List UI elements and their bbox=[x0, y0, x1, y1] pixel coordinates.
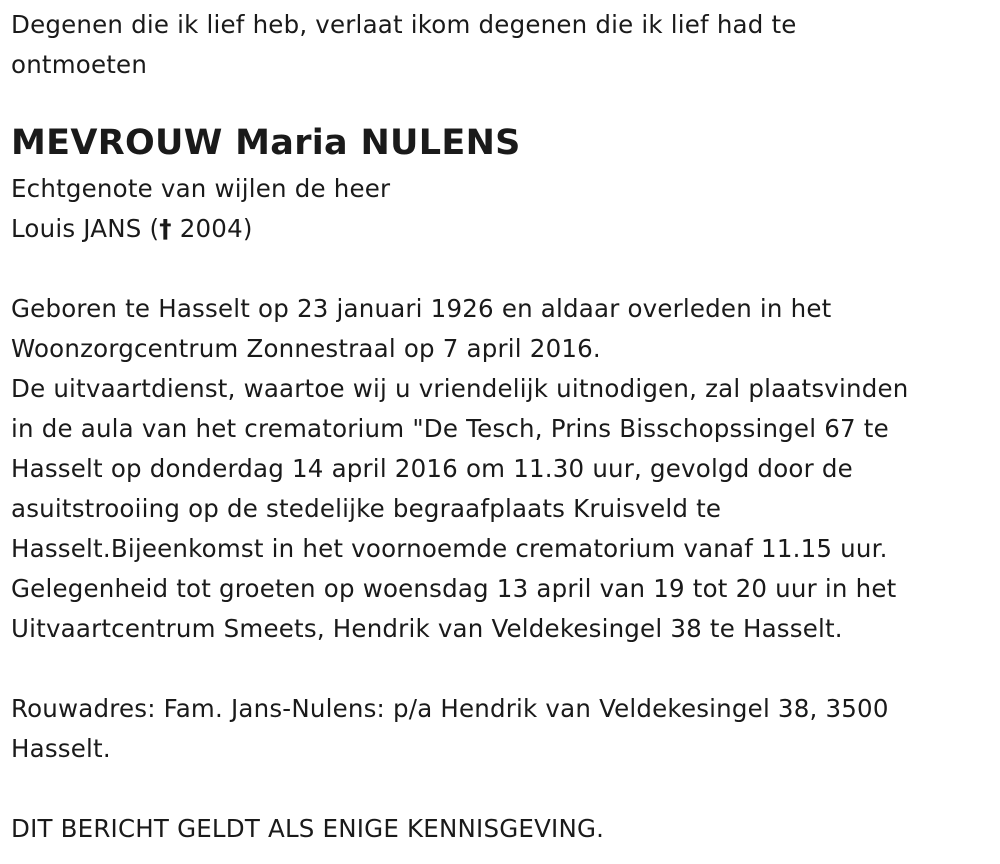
motto-quote bbox=[11, 5, 986, 85]
announcement-line: in de aula van het crematorium "De Tesch, Prins Bisschopssingel 67 te bbox=[11, 414, 889, 443]
motto-line-1: Degenen die ik lief heb, verlaat ikom degenen die ik lief had te bbox=[11, 10, 797, 39]
obituary-document bbox=[11, 0, 986, 849]
announcement-text bbox=[11, 289, 986, 649]
announcement-line: Woonzorgcentrum Zonnestraal op 7 april 2016. bbox=[11, 334, 601, 363]
announcement-line: asuitstrooiing op de stedelijke begraafplaats Kruisveld te bbox=[11, 494, 722, 523]
spouse-info bbox=[11, 169, 986, 249]
address-line-1: Rouwadres: Fam. Jans-Nulens: p/a Hendrik van Veldekesingel 38, 3500 bbox=[11, 694, 889, 723]
announcement-line: Hasselt.Bijeenkomst in het voornoemde crematorium vanaf 11.15 uur. bbox=[11, 534, 888, 563]
announcement-line: De uitvaartdienst, waartoe wij u vriendelijk uitnodigen, zal plaatsvinden bbox=[11, 374, 909, 403]
motto-line-2: ontmoeten bbox=[11, 50, 148, 79]
announcement-line: Gelegenheid tot groeten op woensdag 13 april van 19 tot 20 uur in het bbox=[11, 574, 897, 603]
deceased-name: MEVROUW Maria NULENS bbox=[11, 123, 521, 163]
spouse-line-2 bbox=[11, 209, 986, 249]
notice-text: DIT BERICHT GELDT ALS ENIGE KENNISGEVING. bbox=[11, 814, 605, 843]
spouse-name: Louis JANS ( bbox=[11, 214, 160, 243]
mourning-address bbox=[11, 689, 986, 769]
announcement-line: Hasselt op donderdag 14 april 2016 om 11.30 uur, gevolgd door de bbox=[11, 454, 853, 483]
spouse-death-year: 2004) bbox=[171, 214, 253, 243]
address-line-2: Hasselt. bbox=[11, 734, 111, 763]
announcement-line: Geboren te Hasselt op 23 januari 1926 en aldaar overleden in het bbox=[11, 294, 832, 323]
announcement-line: Uitvaartcentrum Smeets, Hendrik van Veldekesingel 38 te Hasselt. bbox=[11, 614, 843, 643]
spouse-line-1: Echtgenote van wijlen de heer bbox=[11, 174, 391, 203]
notice-block bbox=[11, 809, 986, 849]
cross-icon: † bbox=[159, 214, 172, 243]
